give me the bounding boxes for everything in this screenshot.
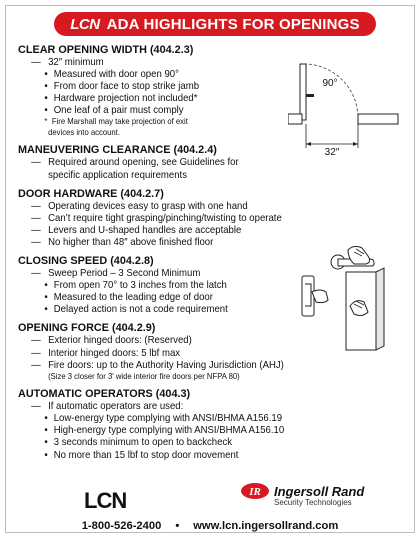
- dash-item: — Operating devices easy to grasp with one hand: [31, 200, 248, 212]
- section-heading: OPENING FORCE (404.2.9): [18, 322, 156, 335]
- footnote-text: Fire Marshall may take projection of exit: [51, 117, 188, 127]
- bullet-item: • From open 70° to 3 inches from the latch: [44, 280, 227, 292]
- page-title: ADA HIGHLIGHTS FOR OPENINGS: [106, 15, 360, 33]
- swing-arc: [304, 64, 358, 118]
- bullet-text: Hardware projection not included*: [53, 93, 198, 105]
- dash-text: Operating devices easy to grasp with one hand: [48, 200, 248, 212]
- dash-continued: specific application requirements: [48, 169, 188, 181]
- strike-jamb: [358, 114, 398, 124]
- website-link[interactable]: www.lcn.ingersollrand.com: [193, 520, 339, 532]
- fire-door-note: (Size 3 closer for 3′ wide interior fire doors per NFPA 80): [48, 371, 240, 381]
- dash-item: — Can’t require tight grasping/pinching/twisting to operate: [31, 212, 282, 224]
- bullet-text: From door face to stop strike jamb: [53, 81, 200, 93]
- dash-item: — Fire doors: up to the Authority Having Jurisdiction (AHJ): [31, 359, 284, 371]
- section-heading: MANEUVERING CLEARANCE (404.2.4): [18, 144, 217, 157]
- dash-text: Required around opening, see Guidelines for: [48, 157, 239, 169]
- bullet-text: From open 70° to 3 inches from the latch: [53, 280, 227, 292]
- bullet-text: Measured with door open 90°: [53, 69, 179, 81]
- bullet-item: • Low-energy type complying with ANSI/BHMA A156.19: [44, 413, 283, 425]
- ir-emblem-icon: [240, 482, 270, 500]
- bullet-item: • High-energy type complying with ANSI/BHMA A156.10: [44, 425, 285, 437]
- dash-text: Can’t require tight grasping/pinching/twisting to operate: [48, 212, 282, 224]
- dash-text: Levers and U-shaped handles are acceptable: [48, 224, 242, 236]
- door-push-illustration: [292, 266, 392, 352]
- door-clearance-diagram: [288, 58, 400, 156]
- phone-number: 1-800-526-2400: [81, 520, 162, 532]
- dash-item: — Sweep Period – 3 Second Minimum: [31, 268, 201, 280]
- dash-item: — Exterior hinged doors: (Reserved): [31, 335, 192, 347]
- dash-text: No higher than 48″ above finished floor: [48, 236, 214, 248]
- section-heading: CLEAR OPENING WIDTH (404.2.3): [18, 44, 194, 56]
- section-automatic-operators: [18, 388, 410, 461]
- dash-item: — Required around opening, see Guidelines for: [31, 157, 239, 169]
- bullet-text: High-energy type complying with ANSI/BHMA A156.10: [53, 425, 285, 437]
- bullet-item: • Measured with door open 90°: [44, 69, 179, 81]
- bullet-item: • Hardware projection not included*: [44, 93, 198, 105]
- section-heading: CLOSING SPEED (404.2.8): [18, 255, 154, 268]
- dash-item: — If automatic operators are used:: [31, 401, 184, 413]
- dash-item: — 32″ minimum: [31, 57, 104, 68]
- dash-text: 32″ minimum: [48, 57, 104, 68]
- dash-item: — No higher than 48″ above finished floor: [31, 236, 214, 248]
- bullet-item: • Delayed action is not a code requirement: [44, 304, 228, 316]
- bullet-text: No more than 15 lbf to stop door movement: [53, 449, 239, 461]
- lcn-logo: LCN: [84, 488, 127, 513]
- contact-separator: •: [175, 520, 180, 532]
- lcn-banner-logo: LCN: [70, 15, 100, 33]
- bullet-text: Low-energy type complying with ANSI/BHMA A156.19: [53, 413, 283, 425]
- dash-item: — Levers and U-shaped handles are acceptable: [31, 224, 242, 236]
- footnote: * Fire Marshall may take projection of exit: [44, 117, 188, 127]
- svg-text:IR: IR: [249, 486, 261, 498]
- dash-text: Interior hinged doors: 5 lbf max: [48, 347, 181, 359]
- door-hardware: [306, 94, 314, 97]
- bullet-item: • 3 seconds minimum to open to backcheck: [44, 437, 233, 449]
- bullet-item: • One leaf of a pair must comply: [44, 105, 184, 117]
- dim-arrow-right: [353, 142, 358, 146]
- section-heading: AUTOMATIC OPERATORS (404.3): [18, 388, 191, 401]
- width-label: 32″: [324, 147, 340, 156]
- angle-label: 90°: [322, 78, 338, 89]
- title-banner: [54, 12, 376, 36]
- dim-arrow-left: [306, 142, 311, 146]
- section-door-hardware: [18, 188, 410, 249]
- dash-text: Exterior hinged doors: (Reserved): [48, 335, 192, 347]
- hinge-jamb: [288, 114, 302, 124]
- bullet-text: 3 seconds minimum to open to backcheck: [53, 437, 233, 449]
- footnote-continued: devices into account.: [48, 127, 120, 137]
- dash-text: Fire doors: up to the Authority Having Jurisdiction (AHJ): [48, 359, 284, 371]
- ada-highlights-sheet: [5, 5, 415, 533]
- bullet-item: • Measured to the leading edge of door: [44, 292, 213, 304]
- bullet-text: Measured to the leading edge of door: [53, 292, 213, 304]
- bullet-item: • From door face to stop strike jamb: [44, 81, 200, 93]
- bullet-item: • No more than 15 lbf to stop door movement: [44, 449, 239, 461]
- door-leaf: [300, 64, 306, 120]
- ir-subtitle: Security Technologies: [274, 498, 352, 507]
- ir-company-name: Ingersoll Rand: [274, 483, 365, 499]
- contact-line: [6, 520, 414, 532]
- dash-item: — Interior hinged doors: 5 lbf max: [31, 347, 181, 359]
- bullet-text: Delayed action is not a code requirement: [53, 304, 228, 316]
- bullet-text: One leaf of a pair must comply: [53, 105, 184, 117]
- dash-text: Sweep Period – 3 Second Minimum: [48, 268, 201, 280]
- ingersoll-rand-logo: [240, 482, 364, 507]
- door-edge: [376, 268, 384, 350]
- section-heading: DOOR HARDWARE (404.2.7): [18, 187, 164, 200]
- hand-on-lever: [348, 246, 370, 264]
- dash-text: If automatic operators are used:: [48, 401, 184, 413]
- pull-handle-plate: [302, 276, 314, 316]
